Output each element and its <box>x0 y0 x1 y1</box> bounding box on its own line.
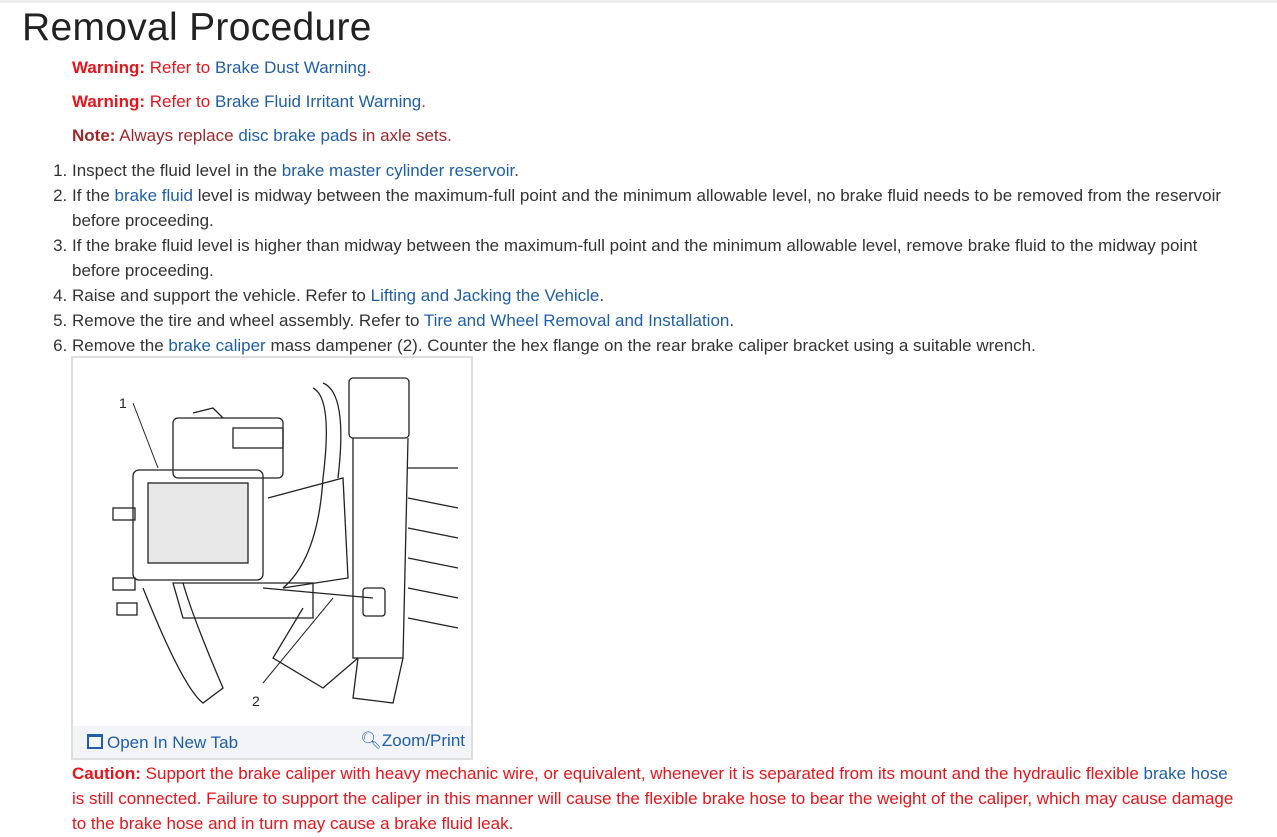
note-text-end: s in axle sets. <box>348 126 452 145</box>
callout-1: 1 <box>119 395 127 411</box>
caliper-line-drawing <box>73 358 471 728</box>
step-text: . <box>514 161 519 180</box>
top-border <box>0 0 1277 3</box>
period: . <box>421 92 426 111</box>
brake-fluid-warning-link[interactable]: Brake Fluid Irritant Warning <box>214 92 422 111</box>
tire-wheel-removal-link[interactable]: Tire and Wheel Removal and Installation <box>423 311 730 330</box>
open-in-new-tab-button[interactable] <box>87 733 238 753</box>
warning-text: Refer to <box>149 58 211 77</box>
warning-label: Warning: <box>72 92 146 111</box>
disc-brake-pad-link[interactable]: disc brake pad <box>238 126 349 145</box>
step-text: . <box>599 286 605 305</box>
step-3 <box>72 233 1232 283</box>
step-text: Remove the <box>72 336 169 355</box>
caution-message <box>72 761 1242 836</box>
brake-hose-link[interactable]: brake hose <box>1143 764 1228 783</box>
step-4 <box>72 283 1232 308</box>
step-text: If the <box>72 186 115 205</box>
warning-text: Refer to <box>149 92 211 111</box>
procedure-steps <box>48 158 1232 358</box>
zoom-in-icon: 🔍︎ <box>360 731 382 750</box>
step-text: Remove the tire and wheel assembly. Refer to <box>72 311 424 330</box>
brake-master-cylinder-reservoir-link[interactable]: brake master cylinder reservoir <box>281 161 515 180</box>
page-title: Removal Procedure <box>22 6 372 49</box>
step-2 <box>72 183 1232 233</box>
open-tab-icon <box>87 734 103 749</box>
zoom-print-label: Zoom/Print <box>381 731 465 750</box>
warning-label: Warning: <box>72 58 146 77</box>
zoom-print-button[interactable] <box>360 731 465 751</box>
brake-caliper-illustration[interactable] <box>71 356 473 760</box>
step-6 <box>72 333 1232 358</box>
step-text: Inspect the fluid level in the <box>72 161 282 180</box>
callout-2: 2 <box>252 693 260 709</box>
note-text: Always replace <box>119 126 234 145</box>
caution-text: Support the brake caliper with heavy mechanic wire, or equivalent, whenever it is separated from its mount and the hydraulic flexible <box>145 764 1139 783</box>
step-text: mass dampener (2). Counter the hex flange on the rear brake caliper bracket using a suitable wrench. <box>265 336 1036 355</box>
period: . <box>366 58 372 77</box>
lifting-jacking-link[interactable]: Lifting and Jacking the Vehicle <box>370 286 600 305</box>
note-label: Note: <box>72 126 116 145</box>
warning-brake-dust <box>72 58 371 78</box>
warning-brake-fluid <box>72 92 426 112</box>
brake-caliper-link[interactable]: brake caliper <box>168 336 266 355</box>
caution-text-end: is still connected. Failure to support the caliper in this manner will cause the flexible brake hose to bear the weight of the caliper, which may cause damage to the brake hose and in turn may cause a brake fluid leak. <box>72 789 1234 833</box>
step-5 <box>72 308 1232 333</box>
open-tab-label: Open In New Tab <box>107 733 239 752</box>
step-text: Raise and support the vehicle. Refer to <box>72 286 371 305</box>
caution-label: Caution: <box>72 764 141 783</box>
figure-toolbar <box>73 726 471 758</box>
brake-fluid-link[interactable]: brake fluid <box>114 186 193 205</box>
step-text: level is midway between the maximum-full point and the minimum allowable level, no brake fluid needs to be removed from the reservoir before proceeding. <box>72 186 1222 230</box>
step-1 <box>72 158 1232 183</box>
step-text: . <box>729 311 735 330</box>
note-disc-brake-pads <box>72 126 452 146</box>
brake-dust-warning-link[interactable]: Brake Dust Warning <box>214 58 367 77</box>
step-text: If the brake fluid level is higher than midway between the maximum-full point and the minimum allowable level, remove brake fluid to the midway point before proceeding. <box>72 236 1198 280</box>
